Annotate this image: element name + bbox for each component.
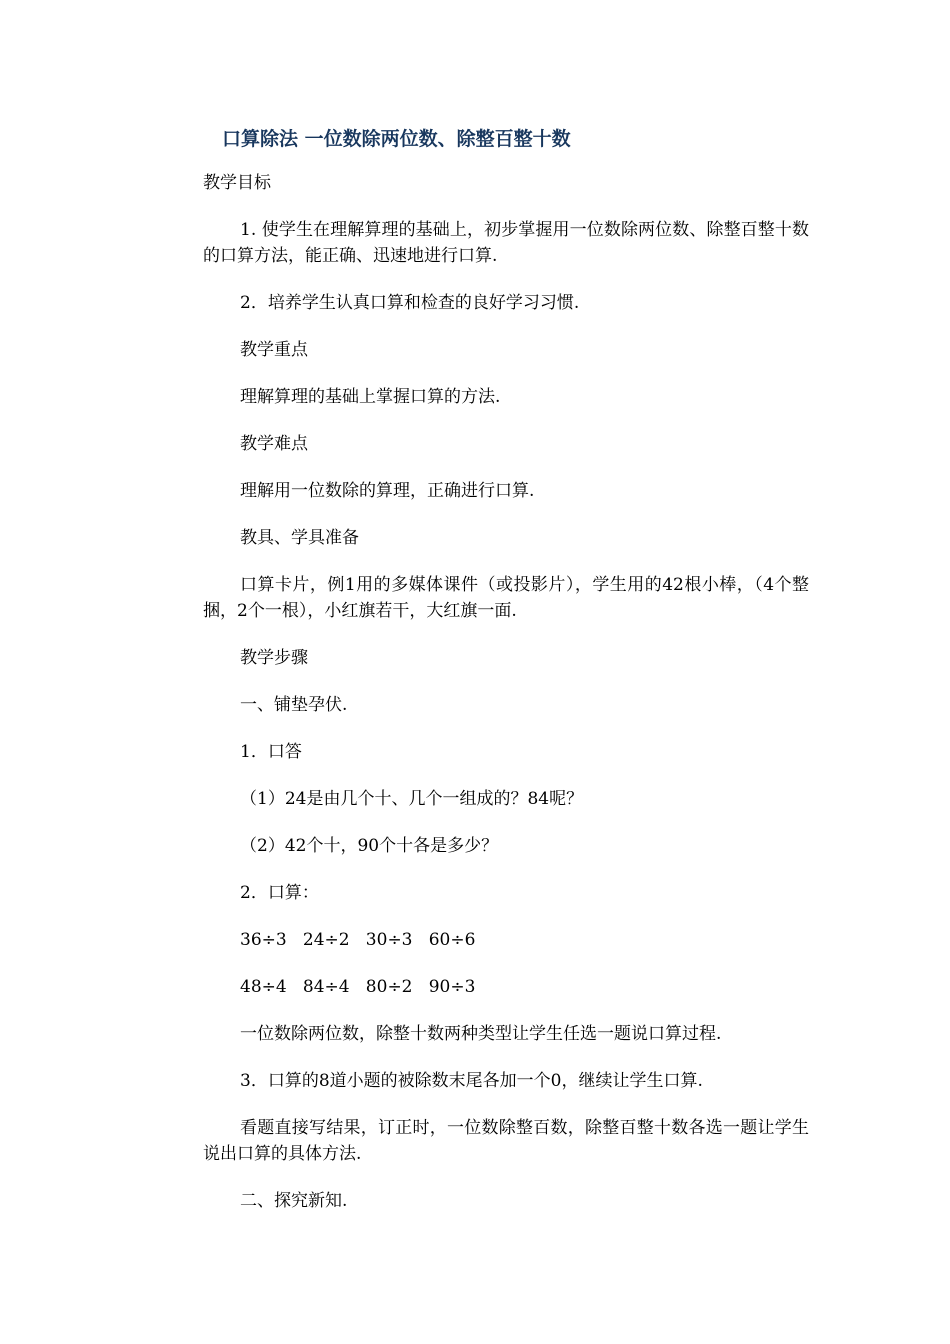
calc-row-1: 36÷3 24÷2 30÷3 60÷6 bbox=[240, 930, 476, 950]
heading-key-points: 教学重点 bbox=[240, 340, 308, 360]
heading-materials: 教具、学具准备 bbox=[240, 528, 359, 548]
section-two-heading: 二、探究新知. bbox=[240, 1191, 348, 1211]
heading-teaching-goals: 教学目标 bbox=[203, 173, 271, 193]
calc-explanation: 一位数除两位数，除整十数两种类型让学生任选一题说口算过程. bbox=[240, 1024, 722, 1044]
section-one-heading: 一、铺垫孕伏. bbox=[240, 695, 348, 715]
item-3-paragraph: 3．口算的8道小题的被除数末尾各加一个0，继续让学生口算. bbox=[240, 1071, 703, 1091]
document-body bbox=[203, 170, 809, 1235]
document-title: 口算除法 一位数除两位数、除整百整十数 bbox=[222, 128, 571, 150]
correction-paragraph: 看题直接写结果，订正时，一位数除整百数，除整百整十数各选一题让学生说出口算的具体方法. bbox=[203, 1118, 809, 1164]
key-points-paragraph: 理解算理的基础上掌握口算的方法. bbox=[240, 387, 501, 407]
heading-teaching-steps: 教学步骤 bbox=[240, 648, 308, 668]
heading-difficulties: 教学难点 bbox=[240, 434, 308, 454]
goal-1-paragraph: 1. 使学生在理解算理的基础上，初步掌握用一位数除两位数、除整百整十数的口算方法，能正确、迅速地进行口算. bbox=[203, 220, 809, 266]
item-oral-answer: 1．口答 bbox=[240, 742, 302, 762]
question-1: （1）24是由几个十、几个一组成的？84呢？ bbox=[240, 789, 584, 809]
calc-row-2: 48÷4 84÷4 80÷2 90÷3 bbox=[240, 977, 476, 997]
goal-2-paragraph: 2．培养学生认真口算和检查的良好学习习惯. bbox=[240, 293, 580, 313]
item-mental-calc: 2．口算： bbox=[240, 883, 319, 903]
question-2: （2）42个十，90个十各是多少？ bbox=[240, 836, 499, 856]
difficulties-paragraph: 理解用一位数除的算理，正确进行口算. bbox=[240, 481, 535, 501]
materials-paragraph: 口算卡片，例1用的多媒体课件（或投影片），学生用的42根小棒，（4个整捆，2个一根），小红旗若干，大红旗一面. bbox=[203, 575, 809, 621]
